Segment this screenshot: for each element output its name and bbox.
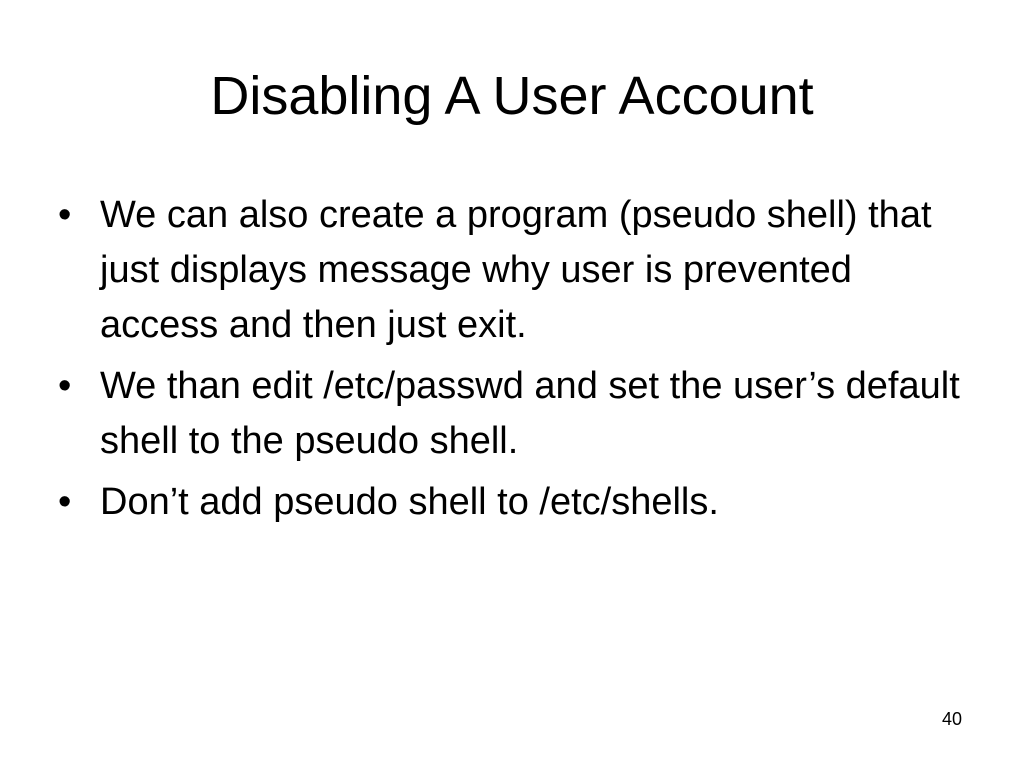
bullet-icon: • [58, 365, 72, 407]
bullet-item [58, 359, 968, 469]
bullet-item [58, 475, 968, 530]
bullet-list [58, 188, 968, 536]
slide-number: 40 [941, 709, 962, 729]
bullet-text: We can also create a program (pseudo shell) that just displays message why user is prevented access and then just exit. [100, 194, 932, 346]
bullet-icon: • [58, 481, 72, 523]
bullet-text: Don’t add pseudo shell to /etc/shells. [100, 481, 719, 523]
slide-title: Disabling A User Account [210, 66, 814, 126]
bullet-text: We than edit /etc/passwd and set the user’s default shell to the pseudo shell. [100, 365, 960, 462]
bullet-item [58, 188, 968, 353]
bullet-icon: • [58, 194, 72, 236]
